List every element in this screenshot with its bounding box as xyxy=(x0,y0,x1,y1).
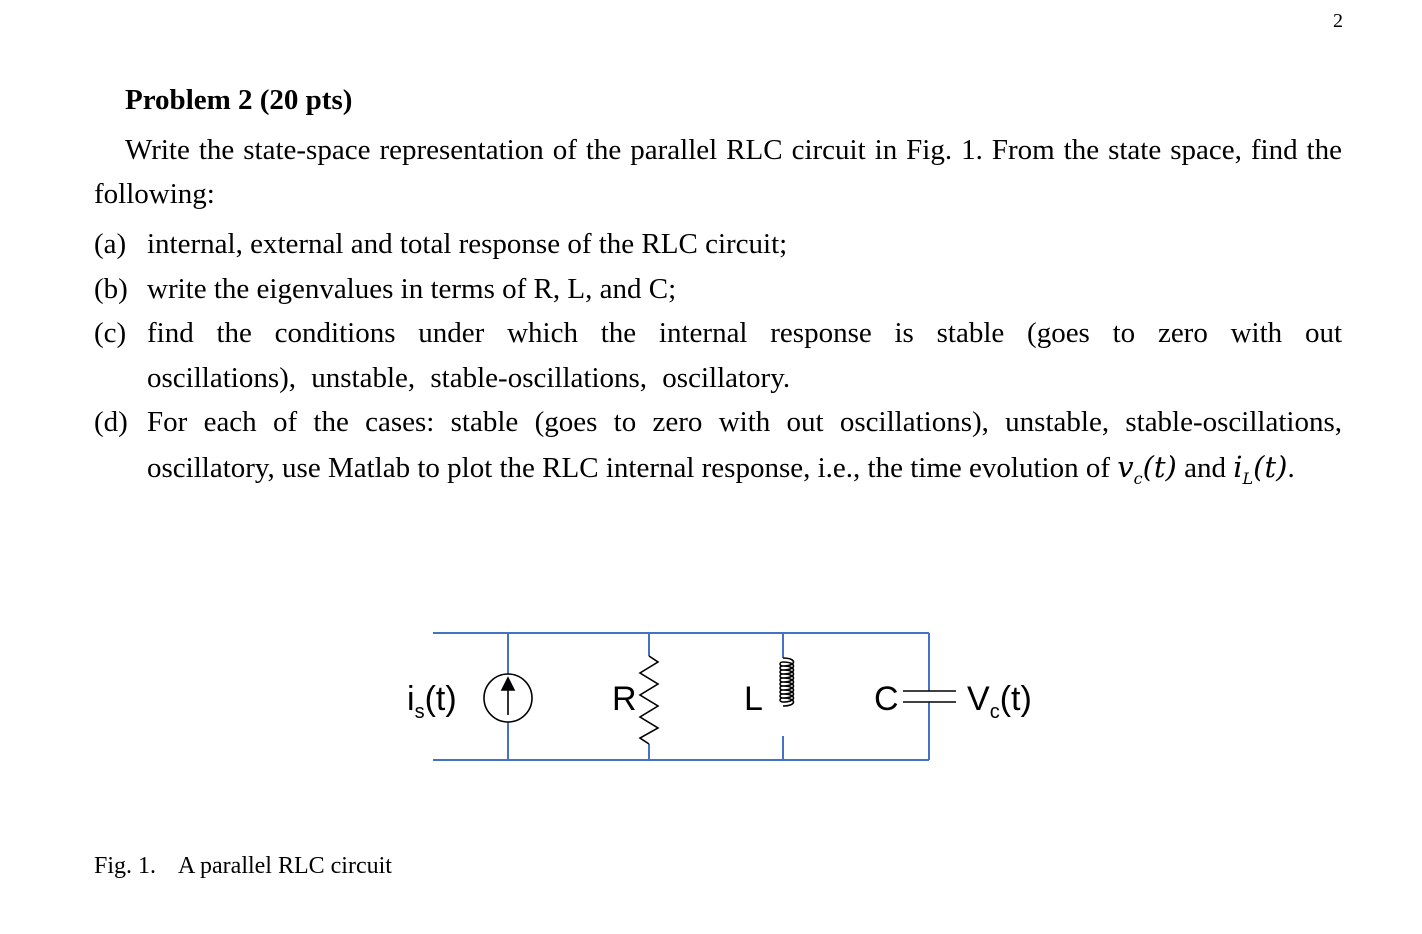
source-label: $i_s(t)$ xyxy=(407,680,457,723)
list-item xyxy=(94,267,1342,312)
item-text: find the conditions under which the internal response is stable (goes to zero with out oscillations), unstable, stable-oscillations, oscillatory. xyxy=(147,317,1342,394)
page-number: 2 xyxy=(1333,10,1343,32)
resistor-icon xyxy=(640,656,658,744)
math-il: $i_L(t)$ xyxy=(1233,449,1288,488)
current-source-arrowhead-icon xyxy=(502,678,514,690)
conjunction: and xyxy=(1184,451,1227,484)
list-item xyxy=(94,222,1342,267)
figure-caption xyxy=(94,853,392,880)
item-text: internal, external and total response of the RLC circuit; xyxy=(147,228,788,260)
resistor-label: R xyxy=(612,680,637,718)
item-label: (a) xyxy=(94,228,127,260)
problem-items xyxy=(94,222,1342,501)
figure-caption-text: A parallel RLC circuit xyxy=(178,853,392,879)
item-text: write the eigenvalues in terms of R, L, and C; xyxy=(147,272,677,305)
inductor-label: L xyxy=(744,680,763,718)
item-text: For each of the cases: stable (goes to zero with out oscillations), unstable, stable-oscillations, oscillatory, use Matlab to plot the RLC internal response, i.e., the time evolution of $v_c(t)$ and $i_L(t)$. xyxy=(147,406,1342,488)
list-item xyxy=(94,311,1342,400)
problem-intro: Write the state-space representation of the parallel RLC circuit in Fig. 1. From the state space, find the following: xyxy=(94,134,1342,210)
math-vc: $v_c(t)$ xyxy=(1117,449,1177,488)
list-item xyxy=(94,400,1342,501)
item-label: (d) xyxy=(94,406,128,438)
inductor-icon xyxy=(780,658,794,706)
figure-caption-label: Fig. 1. xyxy=(94,853,157,879)
voltage-label: $V_c(t)$ xyxy=(967,680,1032,723)
problem-title: Problem 2 (20 pts) xyxy=(125,84,353,116)
capacitor-label: C xyxy=(874,680,899,718)
item-label: (c) xyxy=(94,317,127,349)
item-label: (b) xyxy=(94,272,128,305)
item-text-body: For each of the cases: stable (goes to zero with out oscillations), unstable, stable-oscillations, oscillatory, use Matlab to plot the RLC internal response, i.e., the time evolution of xyxy=(147,406,1342,484)
rlc-circuit-diagram xyxy=(400,620,1060,780)
